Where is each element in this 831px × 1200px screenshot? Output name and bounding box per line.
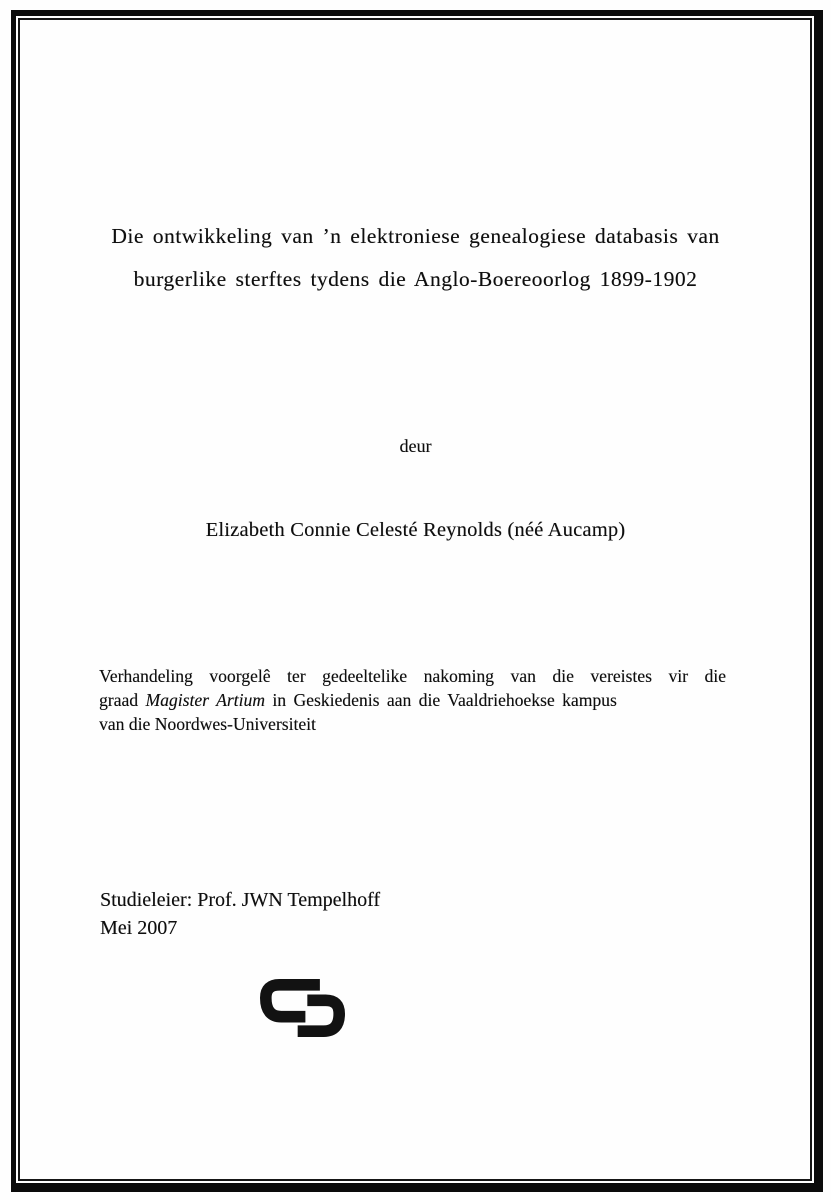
statement-line-2-pre: graad xyxy=(99,690,146,711)
title-line-2: burgerlike sterftes tydens die Anglo-Boereoorlog 1899-1902 xyxy=(133,267,698,291)
submission-statement xyxy=(99,664,726,737)
title-line-1: Die ontwikkeling van ’n elektroniese genealogiese databasis van xyxy=(111,224,720,248)
page-border-inner xyxy=(18,18,812,1181)
supervisor-line: Studieleier: Prof. JWN Tempelhoff xyxy=(100,889,381,911)
degree-name-italic: Magister Artium xyxy=(145,690,265,711)
page-border-outer xyxy=(11,10,823,1192)
statement-line-2-post: in Geskiedenis aan die Vaaldriehoekse kampus xyxy=(264,690,617,711)
supervisor-block xyxy=(100,887,380,942)
statement-line-1: Verhandeling voorgelê ter gedeeltelike nakoming van die vereistes vir die xyxy=(99,666,726,686)
date-line: Mei 2007 xyxy=(100,916,178,939)
statement-line-2 xyxy=(99,688,726,712)
thesis-title xyxy=(0,215,831,301)
statement-line-3: van die Noordwes-Universiteit xyxy=(99,714,316,735)
byline-label: deur xyxy=(399,436,432,456)
nwu-interlocking-links-icon xyxy=(260,977,345,1039)
author-name: Elizabeth Connie Celesté Reynolds (néé Aucamp) xyxy=(205,519,626,541)
